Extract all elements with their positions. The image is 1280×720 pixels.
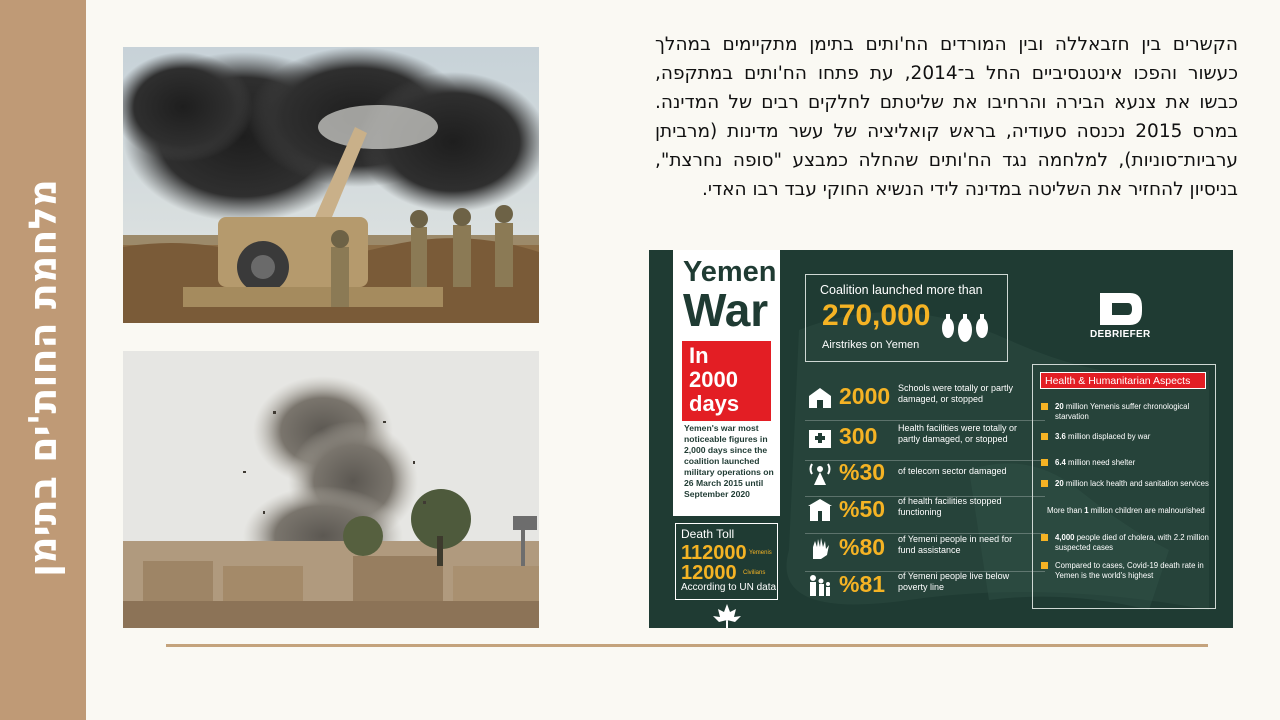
bullet-square — [1041, 562, 1048, 569]
stat-divider — [805, 420, 1045, 421]
stat-text: of health facilities stopped functioning — [898, 496, 1002, 517]
stat-value: %81 — [839, 571, 886, 597]
days-badge-line: In — [689, 343, 709, 368]
clinic-icon — [807, 497, 833, 523]
health-item-value: 20 — [1055, 402, 1064, 411]
since-description: Yemen's war most noticeable figures in 2,000 days since the coalition launched military operations on 26 March 2015 until September 2020 — [684, 423, 774, 499]
days-badge — [682, 341, 771, 421]
intro-paragraph: הקשרים בין חזבאללה ובין המורדים הח'ותים בתימן מתקיימים במהלך כעשור והפכו אינטנסיביים החל ב־2014, עת פתחו הח'ותים במתקפה, כבשו את צנעא הבירה והרחיבו את שליטתם לחלקים רבים של המדינה. במרס 2015 נכנסה סעודיה, בראש קואליציה של עשר מדינות (מרביתן ערביות־סוניות), למלחמה נגד הח'ותים שהחלה כמבצע "סופה נחרצת", בניסיון להחזיר את השליטה במדינה לידי הנשיא החוקי עבד רבו האדי. — [655, 34, 1239, 200]
stat-value: %50 — [839, 496, 886, 522]
health-item-value: 4,000 — [1055, 533, 1075, 542]
airstrikes-value: 270,000 — [822, 299, 931, 332]
bottom-divider — [166, 644, 1208, 647]
health-item-text: million lack health and sanitation services — [1065, 479, 1209, 488]
health-item-prefix: More than — [1047, 506, 1083, 515]
yemenis-toll-label: Yemenis — [749, 550, 772, 556]
school-icon — [807, 384, 833, 410]
yemenis-toll-value: 112000 — [681, 542, 747, 564]
days-badge-line: days — [689, 391, 740, 416]
days-badge-line: 2000 — [689, 367, 738, 392]
health-item-text: million children are malnourished — [1090, 506, 1205, 515]
stat-value: %80 — [839, 534, 886, 560]
bullet-square — [1041, 403, 1048, 410]
toll-source: According to UN data — [681, 582, 777, 593]
side-band — [0, 0, 86, 720]
stat-text: of Yemeni people live below poverty line — [898, 571, 1010, 592]
death-toll-label: Death Toll — [681, 527, 735, 541]
airstrikes-label: Airstrikes on Yemen — [822, 339, 920, 351]
civilians-toll-label: Civilians — [743, 570, 766, 576]
stat-value: 2000 — [839, 383, 891, 409]
health-item-text: Compared to cases, Covid-19 death rate in Yemen is the world's highest — [1055, 561, 1204, 580]
civilians-toll-value: 12000 — [681, 562, 737, 584]
artillery-photo — [123, 47, 539, 323]
health-item-value: 3.6 — [1055, 432, 1066, 441]
infographic-title-war: War — [683, 284, 769, 336]
health-item-value: 20 — [1055, 479, 1064, 488]
stat-text: of Yemeni people in need for fund assistance — [898, 534, 1013, 555]
bullet-square — [1041, 459, 1048, 466]
bombs-icon — [939, 306, 991, 346]
stat-row — [805, 382, 1025, 416]
stat-text: Health facilities were totally or partly damaged, or stopped — [898, 423, 1018, 444]
explosion-photo — [123, 351, 539, 628]
coalition-lead: Coalition launched more than — [820, 283, 983, 297]
stat-text: Schools were totally or partly damaged, or stopped — [898, 383, 1014, 404]
brand-name: DEBRIEFER — [1090, 329, 1151, 340]
stat-row — [805, 533, 1025, 567]
death-toll-box — [675, 523, 778, 600]
infographic-title-yemen: Yemen — [683, 256, 777, 288]
health-item-text: people died of cholera, with 2.2 million suspected cases — [1055, 533, 1209, 552]
hand-icon — [807, 535, 833, 561]
bullet-square — [1041, 480, 1048, 487]
health-item-text: million need shelter — [1068, 458, 1136, 467]
health-humanitarian-box — [1032, 364, 1216, 609]
stat-text: of telecom sector damaged — [898, 466, 1007, 476]
health-item-value: 1 — [1084, 506, 1089, 515]
health-item-text: million displaced by war — [1068, 432, 1151, 441]
yemen-war-infographic — [649, 250, 1233, 628]
stat-value: 300 — [839, 423, 878, 449]
stat-row — [805, 495, 1025, 529]
stat-row — [805, 458, 1025, 492]
health-item-value: 6.4 — [1055, 458, 1066, 467]
slide-title: מלחמת החות'ים בתימן — [21, 179, 65, 577]
hospital-icon — [807, 424, 833, 450]
antenna-icon — [807, 460, 833, 486]
health-header: Health & Humanitarian Aspects — [1040, 372, 1206, 389]
stat-value: %30 — [839, 459, 886, 485]
stat-row — [805, 570, 1025, 604]
health-item-text: million Yemenis suffer chronological starvation — [1055, 402, 1190, 421]
stat-row — [805, 422, 1025, 456]
bullet-square — [1041, 534, 1048, 541]
family-icon — [807, 572, 833, 598]
bullet-square — [1041, 433, 1048, 440]
maple-leaf-icon — [709, 602, 745, 628]
